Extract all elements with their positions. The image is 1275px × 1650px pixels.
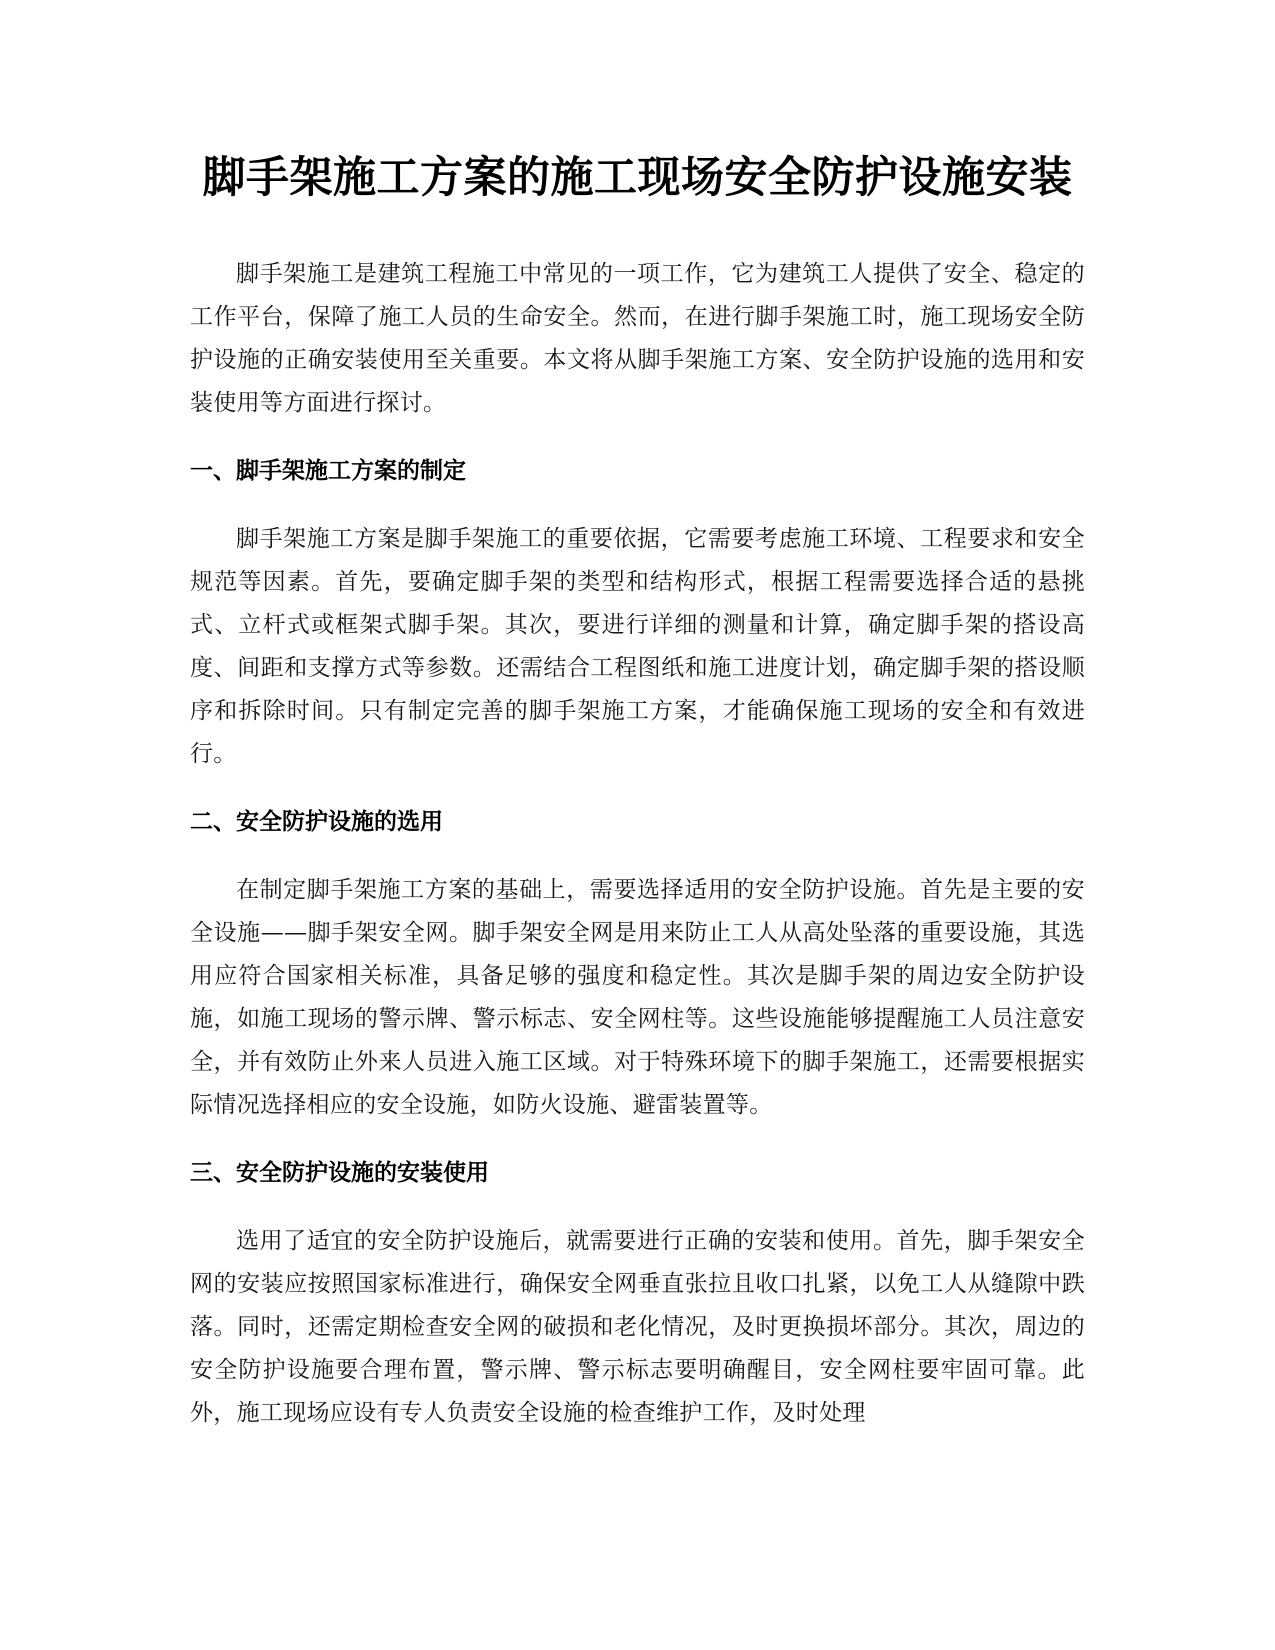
section-body-1: 脚手架施工方案是脚手架施工的重要依据，它需要考虑施工环境、工程要求和安全规范等因素。首先，要确定脚手架的类型和结构形式，根据工程需要选择合适的悬挑式、立杆式或框架式脚手架。其次，要进行详细的测量和计算，确定脚手架的搭设高度、间距和支撑方式等参数。还需结合工程图纸和施工进度计划，确定脚手架的搭设顺序和拆除时间。只有制定完善的脚手架施工方案，才能确保施工现场的安全和有效进行。 [190, 526, 1085, 767]
section-heading-3: 三、安全防护设施的安装使用 [190, 1160, 489, 1186]
section-heading-2: 二、安全防护设施的选用 [190, 809, 443, 835]
section-heading-1: 一、脚手架施工方案的制定 [190, 458, 466, 484]
section-body-2: 在制定脚手架施工方案的基础上，需要选择适用的安全防护设施。首先是主要的安全设施——脚手架安全网。脚手架安全网是用来防止工人从高处坠落的重要设施，其选用应符合国家相关标准，具备足够的强度和稳定性。其次是脚手架的周边安全防护设施，如施工现场的警示牌、警示标志、安全网柱等。这些设施能够提醒施工人员注意安全，并有效防止外来人员进入施工区域。对于特殊环境下的脚手架施工，还需要根据实际情况选择相应的安全设施，如防火设施、避雷装置等。 [190, 877, 1085, 1118]
document-title: 脚手架施工方案的施工现场安全防护设施安装 [202, 153, 1073, 203]
intro-paragraph: 脚手架施工是建筑工程施工中常见的一项工作，它为建筑工人提供了安全、稳定的工作平台，保障了施工人员的生命安全。然而，在进行脚手架施工时，施工现场安全防护设施的正确安装使用至关重要。本文将从脚手架施工方案、安全防护设施的选用和安装使用等方面进行探讨。 [190, 261, 1085, 416]
section-body-3: 选用了适宜的安全防护设施后，就需要进行正确的安装和使用。首先，脚手架安全网的安装应按照国家标准进行，确保安全网垂直张拉且收口扎紧，以免工人从缝隙中跌落。同时，还需定期检查安全网的破损和老化情况，及时更换损坏部分。其次，周边的安全防护设施要合理布置，警示牌、警示标志要明确醒目，安全网柱要牢固可靠。此外，施工现场应设有专人负责安全设施的检查维护工作，及时处理 [190, 1228, 1085, 1426]
